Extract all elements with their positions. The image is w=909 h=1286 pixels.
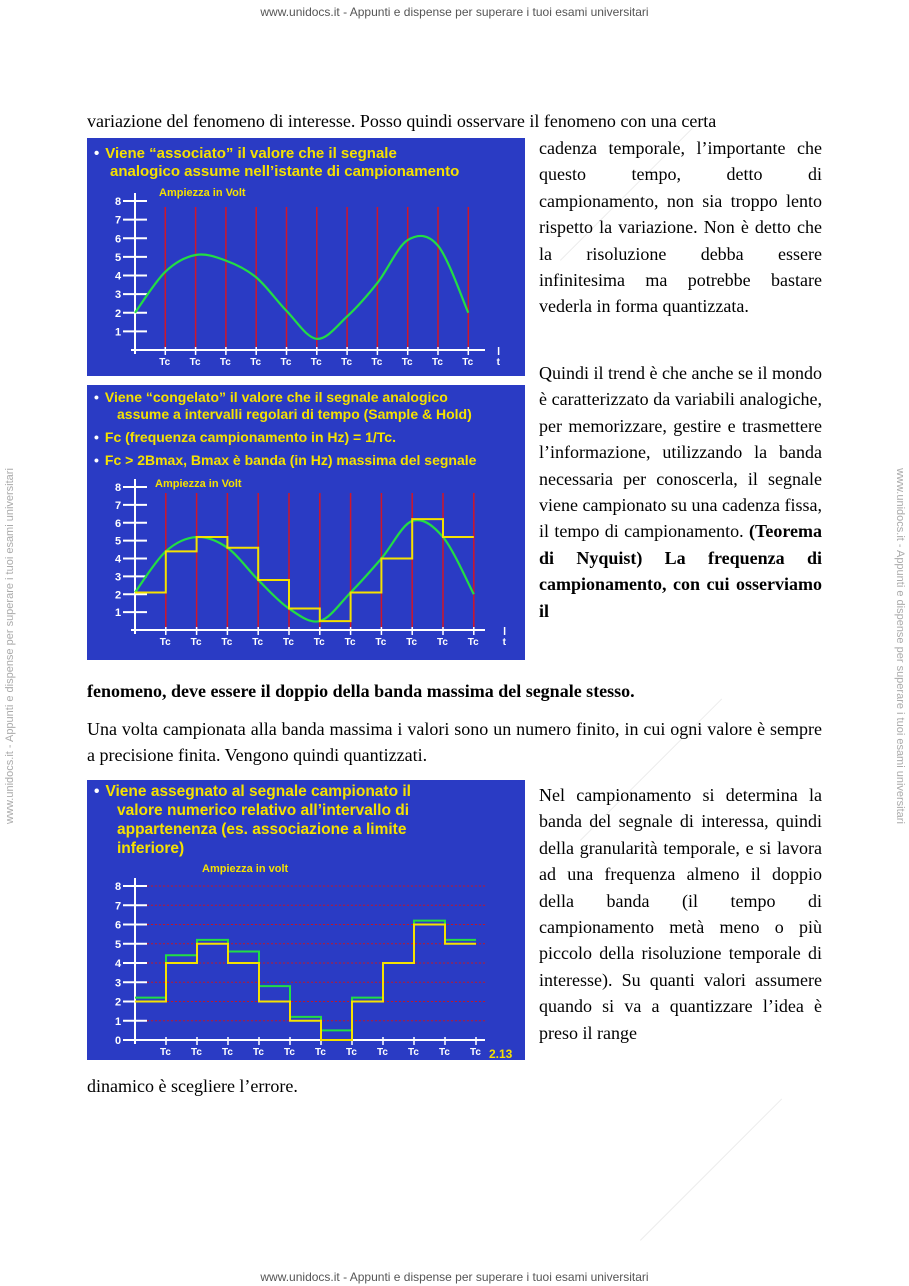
x-tick-label: Tc bbox=[375, 637, 387, 648]
paragraph-right-2 bbox=[539, 360, 822, 624]
x-tick-label: Tc bbox=[219, 357, 231, 368]
y-tick-label: 1 bbox=[115, 607, 122, 620]
y-tick-label: 5 bbox=[115, 938, 122, 951]
slide-bullet: analogico assume nell’istante di campionamento bbox=[110, 163, 460, 180]
y-tick-label: 1 bbox=[115, 1015, 122, 1028]
y-tick-label: 2 bbox=[115, 307, 122, 320]
x-tick-label: Tc bbox=[191, 1047, 202, 1058]
chart-sampling bbox=[87, 138, 525, 376]
x-tick-label: Tc bbox=[159, 637, 171, 648]
x-tick-label: Tc bbox=[344, 637, 356, 648]
y-axis-label: Ampiezza in volt bbox=[202, 863, 289, 875]
x-tick-label: Tc bbox=[462, 357, 474, 368]
chart-sample-hold bbox=[87, 385, 525, 660]
y-tick-label: 5 bbox=[115, 535, 122, 548]
y-axis-label: Ampiezza in Volt bbox=[155, 478, 242, 490]
paragraph-line: variazione del fenomeno di interesse. Posso quindi osservare il fenomeno con una certa bbox=[87, 111, 717, 131]
x-tick-label: Tc bbox=[406, 637, 418, 648]
x-tick-label: Tc bbox=[437, 637, 448, 648]
x-tick-label: Tc bbox=[189, 357, 201, 368]
y-tick-label: 7 bbox=[115, 499, 122, 512]
paragraph-3: Una volta campionata alla banda massima i valori sono un numero finito, in cui ogni valore è sempre a precisione finita. Vengono quindi quantizzati. bbox=[87, 719, 822, 766]
slide-sampling bbox=[87, 138, 525, 376]
y-tick-label: 6 bbox=[115, 233, 122, 246]
x-tick-label: Tc bbox=[470, 1047, 481, 1058]
y-tick-label: 1 bbox=[115, 326, 122, 339]
nyquist-statement-end: fenomeno, deve essere il doppio della banda massima del segnale stesso. bbox=[87, 681, 635, 701]
y-axis-label: Ampiezza in Volt bbox=[159, 187, 246, 199]
x-tick-label: Tc bbox=[253, 1047, 264, 1058]
y-tick-label: 5 bbox=[115, 251, 122, 264]
x-tick-label: Tc bbox=[284, 1047, 295, 1058]
x-tick-label: Tc bbox=[377, 1047, 388, 1058]
slide-bullet: • Viene “congelato” il valore che il segnale analogico bbox=[94, 389, 448, 405]
x-tick-label: Tc bbox=[222, 1047, 233, 1058]
y-tick-label: 8 bbox=[115, 482, 122, 494]
x-tick-label: Tc bbox=[346, 1047, 357, 1058]
x-tick-label: Tc bbox=[160, 1047, 171, 1058]
x-tick-label: Tc bbox=[432, 357, 443, 368]
analog-signal-line bbox=[135, 236, 468, 339]
watermark-side-right: www.unidocs.it - Appunti e dispense per superare i tuoi esami universitari bbox=[894, 468, 906, 824]
y-tick-label: 6 bbox=[115, 919, 122, 932]
x-tick-label: Tc bbox=[467, 637, 479, 648]
x-tick-label: Tc bbox=[313, 637, 325, 648]
watermark-header: www.unidocs.it - Appunti e dispense per superare i tuoi esami universitari bbox=[260, 5, 649, 19]
y-tick-label: 3 bbox=[115, 289, 122, 302]
paragraph-text: Quindi il trend è che anche se il mondo è caratterizzato da variabili analogiche, per memorizzare, gestire e trasmettere l’informazione, utilizzando la banda necessaria per conoscerla, il segnale viene campionato su una cadenza fissa, il tempo di campionamento. bbox=[539, 363, 822, 542]
slide-bullet: • Viene assegnato al segnale campionato il bbox=[94, 783, 411, 800]
paragraph-right-1: cadenza temporale, l’importante che questo tempo, detto di campionamento, non sia troppo lento rispetto la variazione. Non è detto che la risoluzione debba essere infinitesima ma potrebbe bastare vederla in forma quantizzata. bbox=[539, 138, 822, 317]
y-tick-label: 3 bbox=[115, 571, 122, 584]
x-tick-label: t bbox=[496, 357, 500, 368]
x-tick-label: Tc bbox=[401, 357, 413, 368]
paragraph-end: dinamico è scegliere l’errore. bbox=[87, 1076, 298, 1096]
x-tick-label: Tc bbox=[190, 637, 202, 648]
slide-bullet: • Fc (frequenza campionamento in Hz) = 1/Tc. bbox=[94, 429, 396, 445]
y-tick-label: 2 bbox=[115, 996, 122, 1009]
x-tick-label: Tc bbox=[439, 1047, 450, 1058]
x-tick-label: Tc bbox=[341, 357, 353, 368]
x-tick-label: Tc bbox=[315, 1047, 326, 1058]
x-tick-label: Tc bbox=[408, 1047, 419, 1058]
x-tick-label: Tc bbox=[283, 637, 294, 648]
watermark-diagonal bbox=[640, 1099, 782, 1241]
slide-quantization bbox=[87, 780, 525, 1060]
x-tick-label: Tc bbox=[310, 357, 322, 368]
y-tick-label: 2 bbox=[115, 589, 122, 602]
slide-bullet: • Viene “associato” il valore che il segnale bbox=[94, 145, 397, 162]
slide-bullet: appartenenza (es. associazione a limite bbox=[117, 821, 407, 838]
watermark-footer: www.unidocs.it - Appunti e dispense per superare i tuoi esami universitari bbox=[260, 1270, 649, 1284]
y-tick-label: 6 bbox=[115, 517, 122, 530]
x-tick-label: Tc bbox=[250, 357, 262, 368]
x-tick-label: Tc bbox=[252, 637, 264, 648]
page-mark: 2.13 bbox=[489, 1047, 513, 1060]
slide-bullet: inferiore) bbox=[117, 840, 185, 857]
y-tick-label: 7 bbox=[115, 900, 122, 913]
slide-bullet: • Fc > 2Bmax, Bmax è banda (in Hz) massima del segnale bbox=[94, 452, 477, 468]
held-signal-line bbox=[135, 921, 476, 1031]
y-tick-label: 3 bbox=[115, 977, 122, 990]
paragraph-right-4: Nel campionamento si determina la banda del segnale di interessa, quindi della granularità temporale, e si lavora ad una frequenza almeno il doppio della banda (il tempo di campionamento metà meno o più piccolo della risoluzione temporale di interesse). Su quanti valori assumere quando si va a quantizzare l’idea è preso il range bbox=[539, 785, 822, 1043]
slide-sample-hold bbox=[87, 385, 525, 660]
chart-quantization bbox=[87, 780, 525, 1060]
sample-hold-line bbox=[135, 519, 474, 621]
x-tick-label: t bbox=[502, 637, 506, 648]
x-tick-label: Tc bbox=[371, 357, 383, 368]
y-tick-label: 7 bbox=[115, 214, 122, 227]
slide-bullet: valore numerico relativo all’intervallo di bbox=[117, 802, 410, 819]
y-tick-label: 4 bbox=[115, 958, 122, 970]
analog-signal-line bbox=[135, 520, 474, 622]
y-tick-label: 8 bbox=[115, 196, 122, 208]
y-tick-label: 0 bbox=[115, 1035, 122, 1047]
nyquist-statement: (Teorema di Nyquist) La frequenza di campionamento, con cui osserviamo il bbox=[539, 521, 822, 621]
y-tick-label: 4 bbox=[115, 553, 122, 566]
x-tick-label: Tc bbox=[221, 637, 233, 648]
x-tick-label: Tc bbox=[159, 357, 171, 368]
y-tick-label: 8 bbox=[115, 881, 122, 893]
x-tick-label: Tc bbox=[280, 357, 292, 368]
watermark-side-left: www.unidocs.it - Appunti e dispense per superare i tuoi esami universitari bbox=[4, 468, 16, 824]
y-tick-label: 4 bbox=[115, 270, 122, 283]
slide-bullet: assume a intervalli regolari di tempo (Sample & Hold) bbox=[117, 406, 472, 422]
